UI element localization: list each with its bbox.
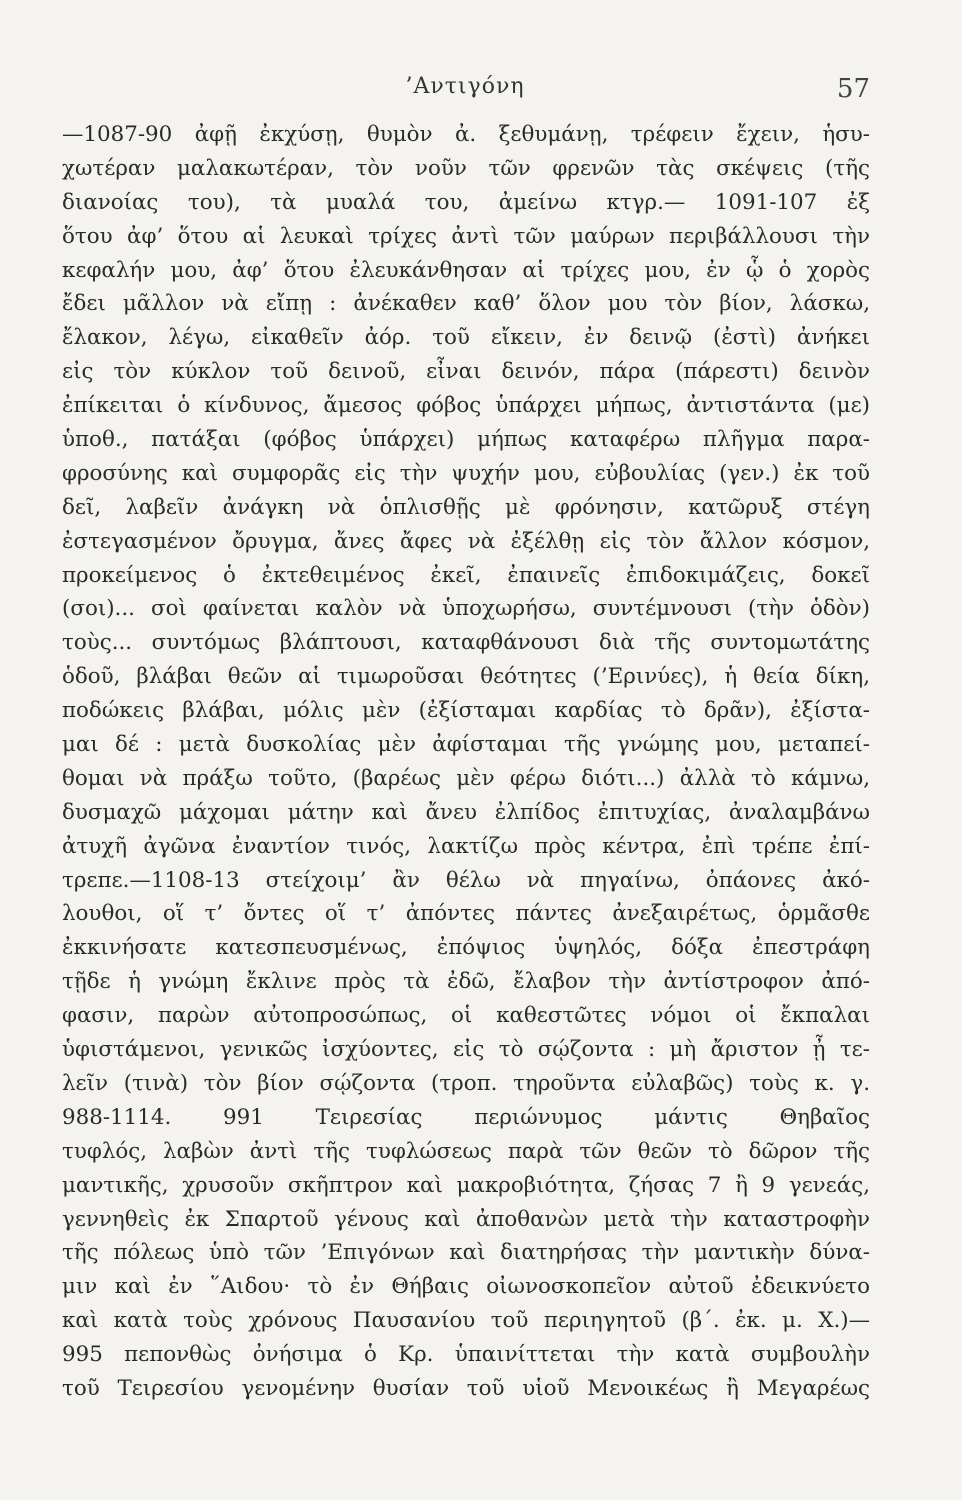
text-line: ὅτου ἀφ’ ὅτου αἱ λευκαὶ τρίχες ἀντὶ τῶν μαύρων περιβάλλουσι τὴν (62, 223, 870, 249)
text-line: λεῖν (τινὰ) τὸν βίον σῴζοντα (τροπ. τηροῦντα εὐλαβῶς) τοὺς κ. γ. (62, 1070, 870, 1096)
text-line: τυφλός, λαβὼν ἀντὶ τῆς τυφλώσεως παρὰ τῶν θεῶν τὸ δῶρον τῆς (62, 1138, 870, 1164)
text-line: φασιν, παρὼν αὐτοπροσώπως, οἱ καθεστῶτες νόμοι οἱ ἔκπαλαι (62, 1003, 870, 1029)
page-number: 57 (836, 74, 870, 104)
text-line: θομαι νὰ πράξω τοῦτο, (βαρέως μὲν φέρω διότι...) ἀλλὰ τὸ κάμνω, (62, 765, 870, 791)
text-line: ὑποθ., πατάξαι (φόβος ὑπάρχει) μήπως καταφέρω πλῆγμα παρα- (62, 427, 870, 453)
text-line: τρεπε.—1108-13 στείχοιμ’ ἂν θέλω νὰ πηγαίνω, ὀπάονες ἀκό- (62, 867, 870, 893)
text-line: 995 πεπονθὼς ὀνήσιμα ὁ Κρ. ὑπαινίττεται τὴν κατὰ συμβουλὴν (62, 1342, 870, 1368)
text-line: χωτέραν μαλακωτέραν, τὸν νοῦν τῶν φρενῶν τὰς σκέψεις (τῆς (62, 155, 870, 181)
text-line: μιν καὶ ἐν ῞Αιδου· τὸ ἐν Θήβαις οἰωνοσκοπεῖον αὐτοῦ ἐδεικνύετο (62, 1274, 870, 1300)
text-line: —1087-90 ἀφῇ ἐκχύσῃ, θυμὸν ἀ. ξεθυμάνῃ, τρέφειν ἔχειν, ἡσυ- (62, 122, 870, 147)
text-line: τοὺς... συντόμως βλάπτουσι, καταφθάνουσι διὰ τῆς συντομωτάτης (62, 630, 870, 656)
text-line: κεφαλήν μου, ἀφ’ ὅτου ἐλευκάνθησαν αἱ τρίχες μου, ἐν ᾧ ὁ χορὸς (62, 257, 870, 283)
text-line: προκείμενος ὁ ἐκτεθειμένος ἐκεῖ, ἐπαινεῖς ἐπιδοκιμάζεις, δοκεῖ (62, 562, 870, 588)
text-line: δυσμαχῶ μάχομαι μάτην καὶ ἄνευ ἐλπίδος ἐπιτυχίας, ἀναλαμβάνω (62, 799, 870, 825)
text-line: ἐκκινήσατε κατεσπευσμένως, ἐπόψιος ὑψηλός, δόξα ἐπεστράφη (62, 935, 870, 961)
text-line: ἐστεγασμένον ὄρυγμα, ἄνες ἄφες νὰ ἐξέλθῃ εἰς τὸν ἄλλον κόσμον, (62, 528, 870, 554)
text-line: λουθοι, οἵ τ’ ὄντες οἵ τ’ ἀπόντες πάντες ἀνεξαιρέτως, ὁρμᾶσθε (62, 901, 870, 927)
text-line: μαντικῆς, χρυσοῦν σκῆπτρον καὶ μακροβιότητα, ζήσας 7 ἢ 9 γενεάς, (62, 1172, 870, 1198)
text-line: φροσύνης καὶ συμφορᾶς εἰς τὴν ψυχήν μου, εὐβουλίας (γεν.) ἐκ τοῦ (62, 460, 870, 486)
text-line: μαι δέ : μετὰ δυσκολίας μὲν ἀφίσταμαι τῆς γνώμης μου, μεταπεί- (62, 732, 870, 758)
text-line: ἐπίκειται ὁ κίνδυνος, ἄμεσος φόβος ὑπάρχει μήπως, ἀντιστάντα (με) (62, 393, 870, 419)
text-line: καὶ κατὰ τοὺς χρόνους Παυσανίου τοῦ περιηγητοῦ (β΄. ἐκ. μ. Χ.)— (62, 1308, 870, 1334)
text-line: τῇδε ἡ γνώμη ἔκλινε πρὸς τὰ ἐδῶ, ἔλαβον τὴν ἀντίστροφον ἀπό- (62, 969, 870, 995)
text-line: τοῦ Τειρεσίου γενομένην θυσίαν τοῦ υἱοῦ Μενοικέως ἢ Μεγαρέως (62, 1375, 870, 1401)
text-line: δεῖ, λαβεῖν ἀνάγκη νὰ ὁπλισθῇς μὲ φρόνησιν, κατῶρυξ στέγη (62, 494, 870, 520)
text-line: διανοίας του), τὰ μυαλά του, ἀμείνω κτγρ.— 1091-107 ἐξ (62, 189, 870, 215)
commentary-text (62, 118, 870, 1406)
text-line: ὑφιστάμενοι, γενικῶς ἰσχύοντες, εἰς τὸ σῴζοντα : μὴ ἄριστον ᾖ τε- (62, 1037, 870, 1063)
text-line: 988-1114. 991 Τειρεσίας περιώνυμος μάντις Θηβαῖος (62, 1104, 870, 1130)
text-line: ἔδει μᾶλλον νὰ εἴπῃ : ἀνέκαθεν καθ’ ὅλον μου τὸν βίον, λάσκω, (62, 291, 870, 317)
text-line: ποδώκεις βλάβαι, μόλις μὲν (ἐξίσταμαι καρδίας τὸ δρᾶν), ἐξίστα- (62, 698, 870, 724)
running-title: ’Αντιγόνη (405, 74, 525, 99)
text-line: ὁδοῦ, βλάβαι θεῶν αἱ τιμωροῦσαι θεότητες (’Ερινύες), ἡ θεία δίκη, (62, 664, 870, 690)
text-line: εἰς τὸν κύκλον τοῦ δεινοῦ, εἶναι δεινόν, πάρα (πάρεστι) δεινὸν (62, 359, 870, 385)
text-line: τῆς πόλεως ὑπὸ τῶν ’Επιγόνων καὶ διατηρήσας τὴν μαντικὴν δύνα- (62, 1240, 870, 1266)
text-line: γεννηθεὶς ἐκ Σπαρτοῦ γένους καὶ ἀποθανὼν μετὰ τὴν καταστροφὴν (62, 1206, 870, 1232)
text-line: (σοι)... σοὶ φαίνεται καλὸν νὰ ὑποχωρήσω, συντέμνουσι (τὴν ὁδὸν) (62, 596, 870, 622)
text-line: ἀτυχῆ ἀγῶνα ἐναντίον τινός, λακτίζω πρὸς κέντρα, ἐπὶ τρέπε ἐπί- (62, 833, 870, 859)
text-line: ἔλακον, λέγω, εἰκαθεῖν ἀόρ. τοῦ εἴκειν, ἐν δεινῷ (ἐστὶ) ἀνήκει (62, 325, 870, 351)
running-header (60, 70, 870, 110)
